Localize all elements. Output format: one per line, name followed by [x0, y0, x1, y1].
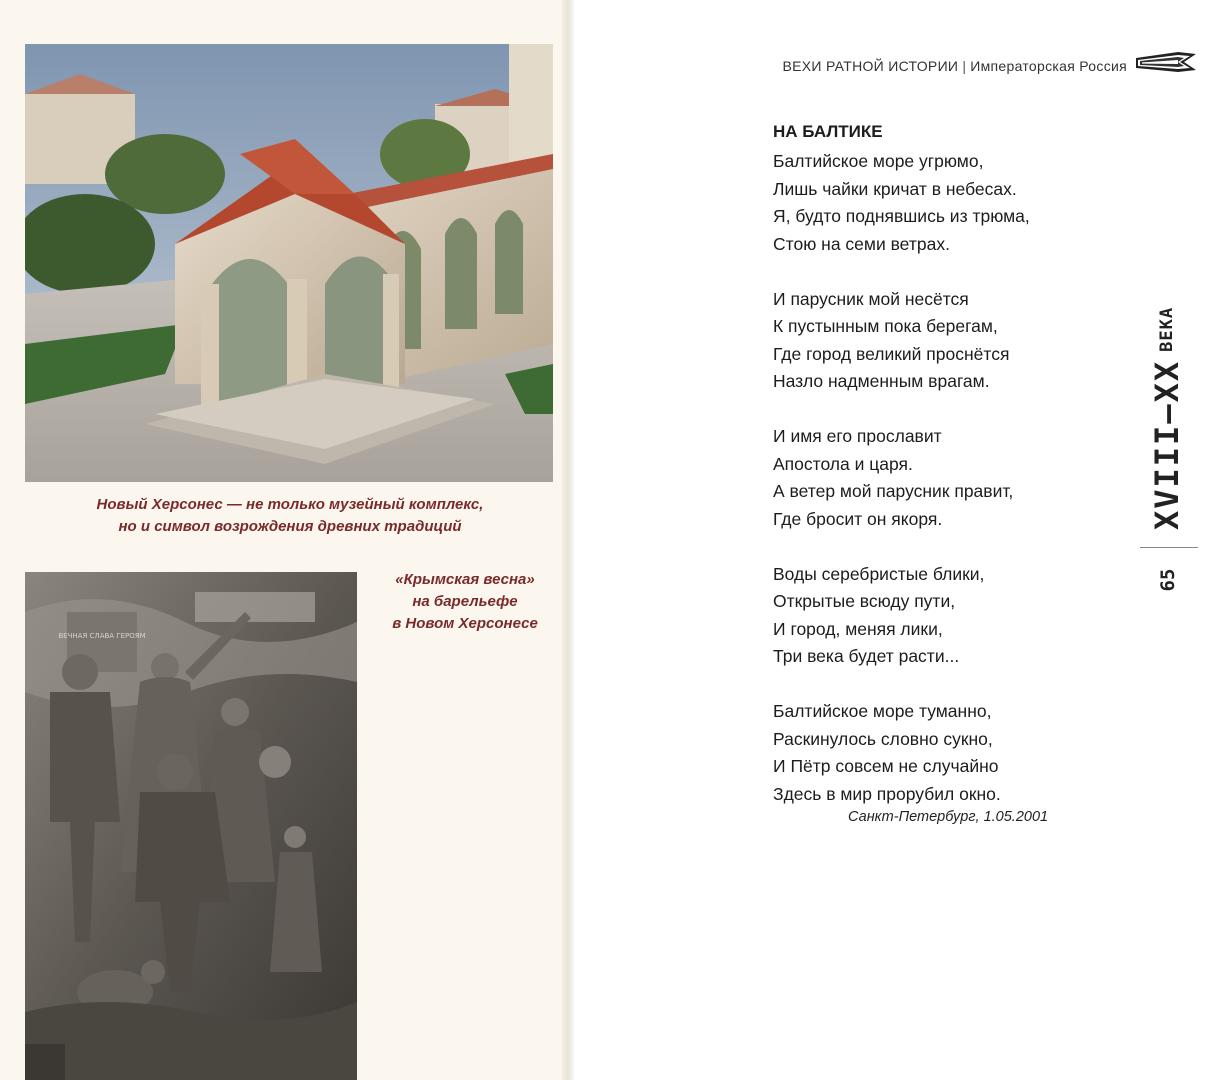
century-word: ВЕКА	[1157, 306, 1177, 352]
poem-title: НА БАЛТИКЕ	[773, 122, 883, 141]
poem-line: Три века будет расти...	[773, 646, 960, 666]
photo2-caption-line2: на барельефе	[412, 593, 518, 610]
poem-line: Где бросит он якоря.	[773, 508, 943, 529]
poem-line: Где город великий проснётся	[773, 343, 1010, 364]
page-number	[1152, 565, 1184, 595]
poem-line: Назло надменным врагам.	[773, 371, 990, 391]
poem-line: И имя его прославит	[773, 426, 942, 446]
century-side-label	[1144, 306, 1190, 530]
stanza-2	[773, 286, 1113, 396]
photo1-caption-line1: Новый Херсонес — не только музейный комплекс,	[96, 496, 484, 513]
left-page	[0, 0, 568, 1080]
poem-line: И город, меняя лики,	[773, 618, 943, 639]
poem-line: Лишь чайки кричат в небесах.	[773, 178, 1017, 199]
relief-plaque-text: ВЕЧНАЯ СЛАВА ГЕРОЯМ	[58, 632, 146, 640]
poem-line: Балтийское море туманно,	[773, 701, 992, 721]
photo1-caption-line2: но и символ возрождения древних традиций	[118, 518, 462, 535]
photo2-caption-line3: в Новом Херсонесе	[392, 615, 538, 632]
colonnade-illustration	[25, 44, 553, 482]
st-george-ribbon-icon	[1134, 50, 1198, 76]
poem	[773, 122, 1113, 836]
poem-line: Я, будто поднявшись из трюма,	[773, 206, 1030, 226]
running-head-series: ВЕХИ РАТНОЙ ИСТОРИИ	[782, 58, 959, 74]
photo2-caption	[362, 569, 568, 635]
poem-line: Открытые всюду пути,	[773, 591, 956, 611]
stanza-3	[773, 423, 1113, 533]
book-gutter	[562, 0, 574, 1080]
poem-line: Здесь в мир прорубил окно.	[773, 783, 1001, 804]
poem-line: Раскинулось словно сукно,	[773, 728, 993, 749]
stanza-1	[773, 148, 1113, 258]
poem-line: Воды серебристые блики,	[773, 563, 985, 584]
poem-line: Апостола и царя.	[773, 453, 913, 474]
stanza-4	[773, 561, 1113, 671]
century-range: XVIII–XX	[1148, 359, 1186, 530]
poem-line: Балтийское море угрюмо,	[773, 151, 984, 171]
photo2-caption-line1: «Крымская весна»	[395, 571, 535, 588]
relief-illustration	[25, 572, 357, 1080]
photo1-caption	[60, 494, 520, 538]
photo-crimean-spring-relief	[25, 572, 357, 1080]
poem-line: И парусник мой несётся	[773, 288, 969, 309]
side-divider	[1140, 547, 1198, 548]
running-head-section: Императорская Россия	[970, 58, 1127, 74]
poem-signature: Санкт-Петербург, 1.05.2001	[848, 809, 1049, 825]
running-head-separator: |	[962, 58, 967, 74]
poem-line: А ветер мой парусник правит,	[773, 481, 1014, 501]
poem-line: К пустынным пока берегам,	[773, 316, 998, 336]
poem-line: Стою на семи ветрах.	[773, 233, 950, 254]
stanza-5	[773, 698, 1113, 808]
page-number-text: 65	[1157, 568, 1179, 592]
photo-new-chersonesos-colonnade	[25, 44, 553, 482]
running-head	[783, 58, 1128, 74]
poem-line: И Пётр совсем не случайно	[773, 756, 999, 776]
